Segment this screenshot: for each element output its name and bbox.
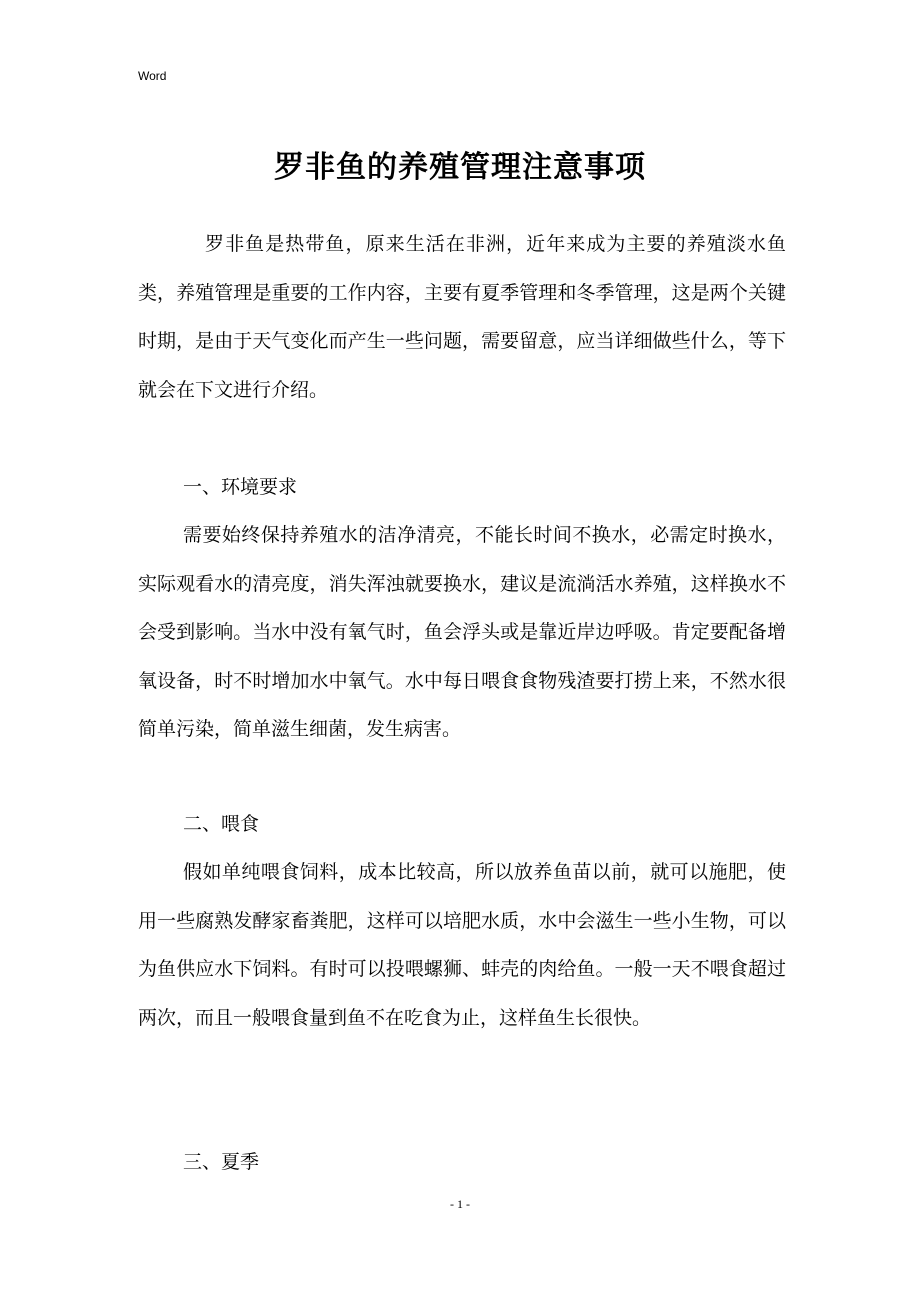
intro-paragraph: 罗非鱼是热带鱼，原来生活在非洲，近年来成为主要的养殖淡水鱼类，养殖管理是重要的工作内容，主要有夏季管理和冬季管理，这是两个关键时期，是由于天气变化而产生一些问题，需要留意，应当详细做些什么，等下就会在下文进行介绍。 bbox=[138, 233, 786, 401]
page-number: - 1 - bbox=[450, 1197, 470, 1211]
document-title: 罗非鱼的养殖管理注意事项 bbox=[274, 150, 646, 185]
section-body-environment: 需要始终保持养殖水的洁净清亮，不能长时间不换水，必需定时换水，实际观看水的清亮度，消失浑浊就要换水，建议是流淌活水养殖，这样换水不会受到影响。当水中没有氧气时，鱼会浮头或是靠近岸边呼吸。肯定要配备增氧设备，时不时增加水中氧气。水中每日喂食食物残渣要打捞上来，不然水很简单污染，简单滋生细菌，发生病害。 bbox=[138, 524, 786, 740]
section-heading-environment: 一、环境要求 bbox=[183, 476, 298, 498]
header-label: Word bbox=[138, 69, 167, 83]
section-heading-feeding: 二、喂食 bbox=[183, 813, 260, 835]
section-body-feeding: 假如单纯喂食饲料，成本比较高，所以放养鱼苗以前，就可以施肥，使用一些腐熟发酵家畜粪肥，这样可以培肥水质，水中会滋生一些小生物，可以为鱼供应水下饲料。有时可以投喂螺狮、蚌壳的肉给鱼。一般一天不喂食超过两次，而且一般喂食量到鱼不在吃食为止，这样鱼生长很快。 bbox=[138, 861, 786, 1029]
section-heading-summer: 三、夏季 bbox=[183, 1151, 260, 1173]
